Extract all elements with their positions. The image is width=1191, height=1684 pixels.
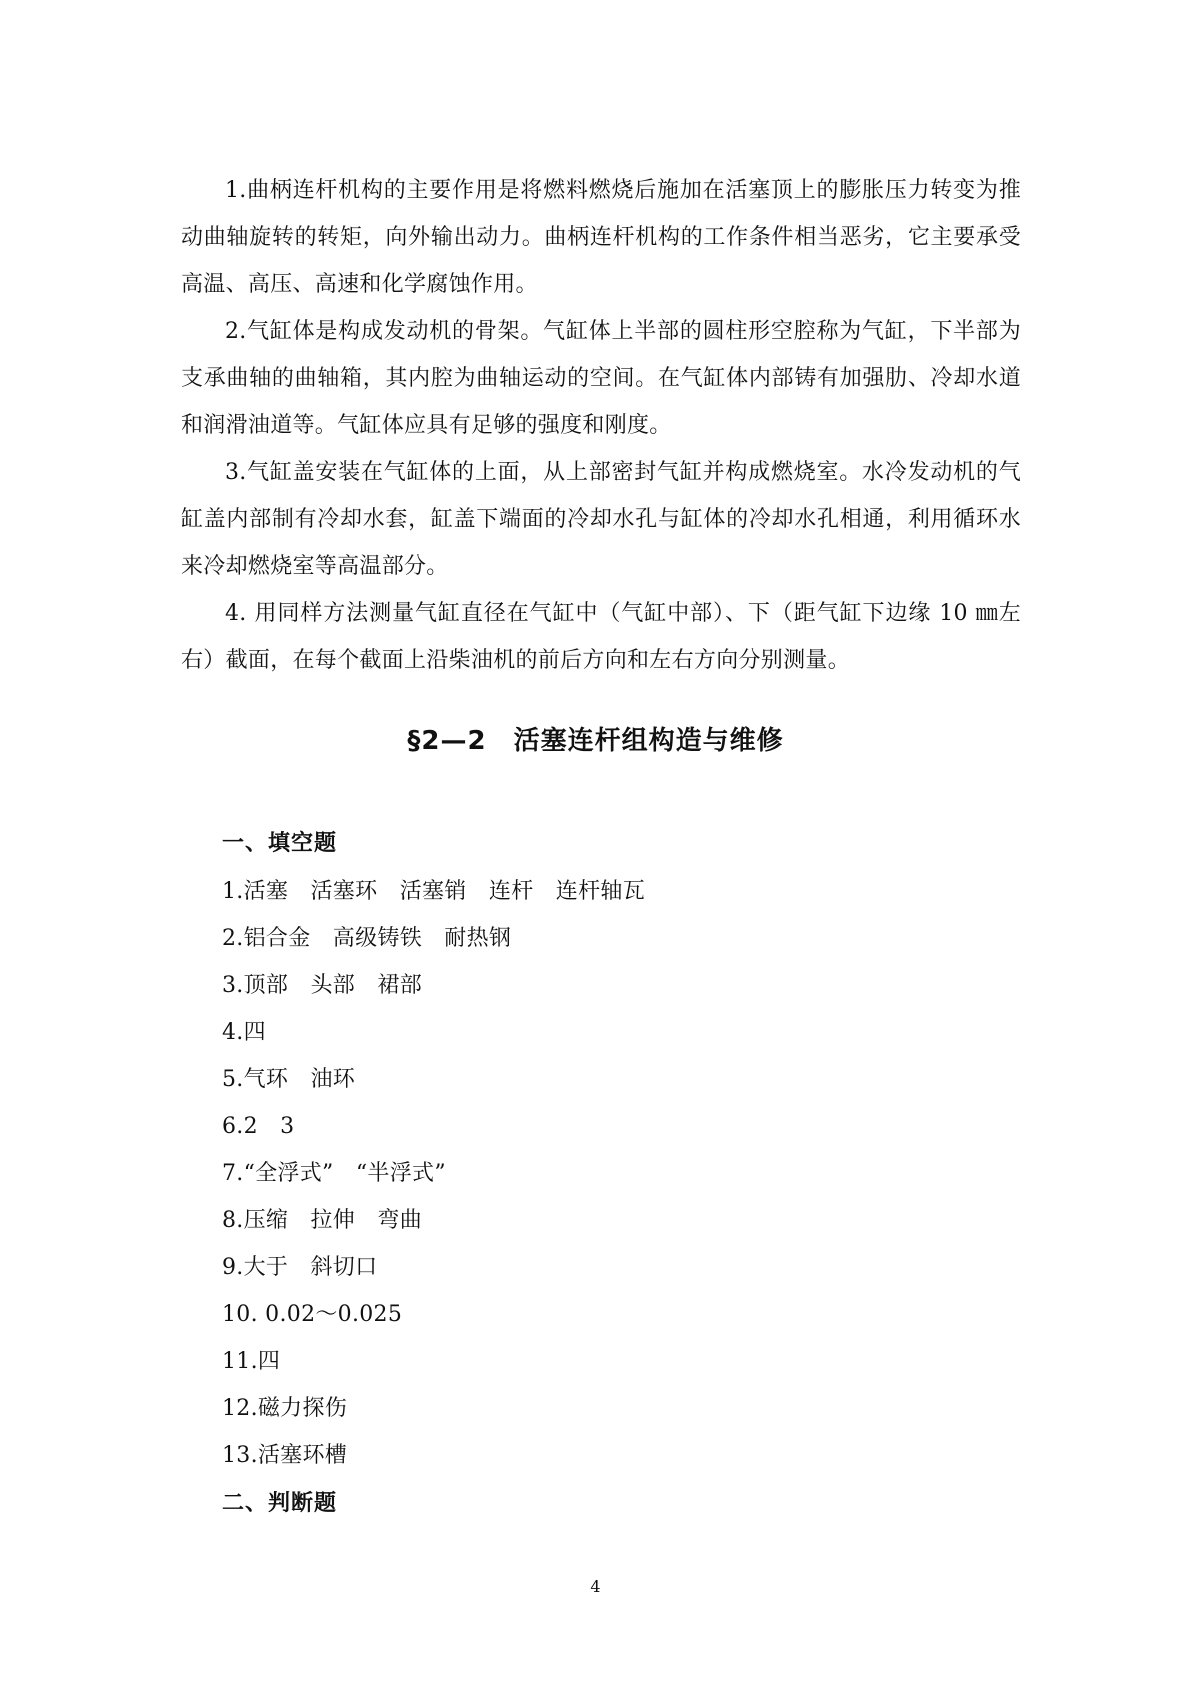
answer-item: 7.“全浮式” “半浮式” xyxy=(222,1161,446,1186)
answer-item: 2.铝合金 高级铸铁 耐热钢 xyxy=(222,926,512,951)
answer-item: 6.2 3 xyxy=(222,1114,295,1139)
answer-item: 3.顶部 头部 裙部 xyxy=(222,973,422,998)
paragraph-4: 4. 用同样方法测量气缸直径在气缸中（气缸中部）、下（距气缸下边缘 10 ㎜左右）截面，在每个截面上沿柴油机的前后方向和左右方向分别测量。 xyxy=(181,601,1021,673)
judgement-heading: 二、判断题 xyxy=(222,1491,338,1516)
fill-in-heading: 一、填空题 xyxy=(222,831,338,856)
answer-item: 8.压缩 拉伸 弯曲 xyxy=(222,1208,422,1233)
paragraph-3: 3.气缸盖安装在气缸体的上面，从上部密封气缸并构成燃烧室。水冷发动机的气缸盖内部制有冷却水套，缸盖下端面的冷却水孔与缸体的冷却水孔相通，利用循环水来冷却燃烧室等高温部分。 xyxy=(181,460,1021,579)
answer-item: 4.四 xyxy=(222,1020,266,1045)
answer-item: 11.四 xyxy=(222,1349,281,1374)
answer-item: 12.磁力探伤 xyxy=(222,1396,348,1421)
fill-in-answer-list xyxy=(222,868,645,1479)
answer-item: 5.气环 油环 xyxy=(222,1067,356,1092)
section-title: §2—2 活塞连杆组构造与维修 xyxy=(407,726,784,756)
answer-item: 9.大于 斜切口 xyxy=(222,1255,378,1280)
answer-item: 10. 0.02～0.025 xyxy=(222,1302,403,1327)
page-number: 4 xyxy=(590,1577,601,1596)
paragraph-1: 1.曲柄连杆机构的主要作用是将燃料燃烧后施加在活塞顶上的膨胀压力转变为推动曲轴旋转的转矩，向外输出动力。曲柄连杆机构的工作条件相当恶劣，它主要承受高温、高压、高速和化学腐蚀作用。 xyxy=(181,178,1021,297)
answer-item: 1.活塞 活塞环 活塞销 连杆 连杆轴瓦 xyxy=(222,879,645,904)
answer-item: 13.活塞环槽 xyxy=(222,1443,348,1468)
paragraph-2: 2.气缸体是构成发动机的骨架。气缸体上半部的圆柱形空腔称为气缸，下半部为支承曲轴的曲轴箱，其内腔为曲轴运动的空间。在气缸体内部铸有加强肋、冷却水道和润滑油道等。气缸体应具有足够的强度和刚度。 xyxy=(181,319,1021,438)
